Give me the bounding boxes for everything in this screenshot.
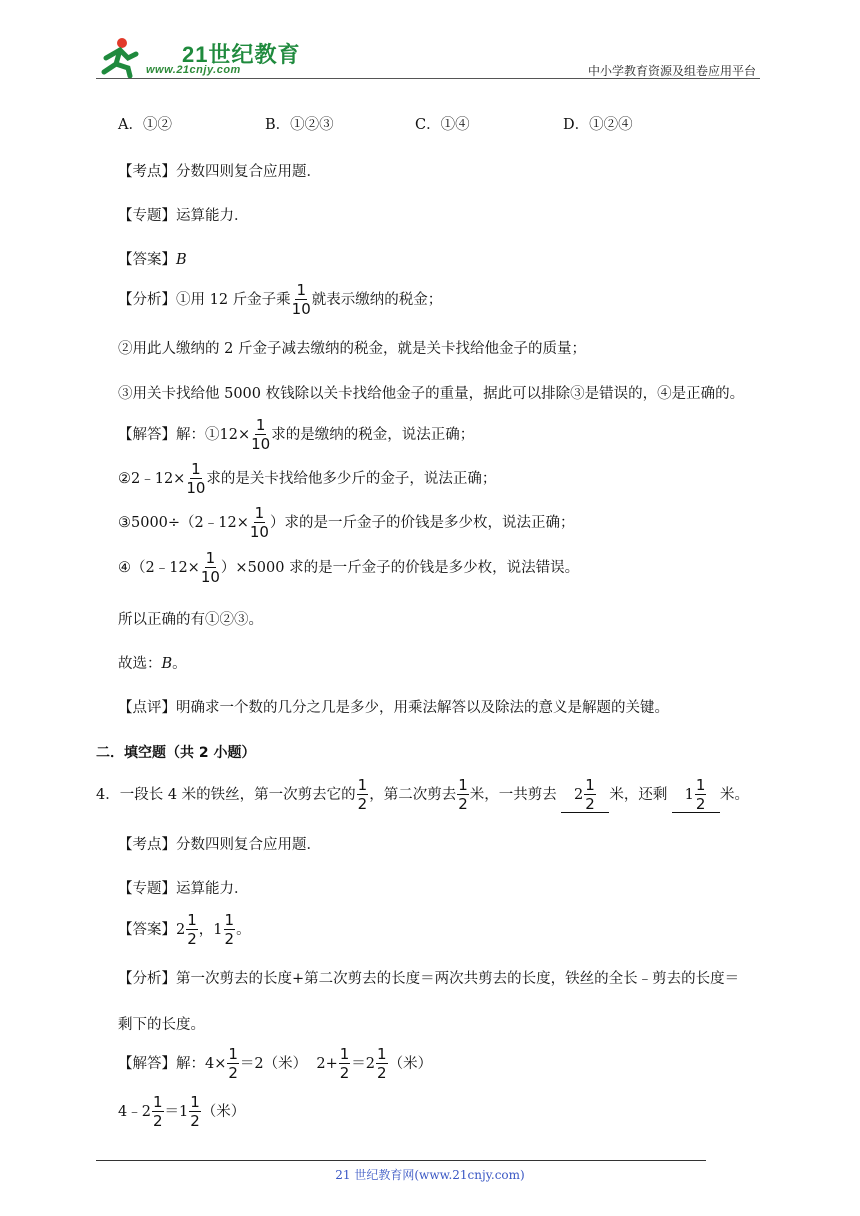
logo-url: www.21cnjy.com (146, 64, 241, 76)
q4-answer: 【答案】2 $\frac{1}{2}$ ，1 $\frac{1}{2}$ 。 (118, 911, 251, 948)
option-d: D．①②④ (563, 117, 633, 133)
fraction: $\frac{1}{2}$ (585, 776, 595, 813)
q4-kaodian: 【考点】分数四则复合应用题． (118, 837, 321, 853)
fill-blank-2: 1 $\frac{1}{2}$ (672, 778, 720, 813)
header-divider (96, 78, 760, 79)
answer-value: B (176, 252, 187, 268)
q3-kaodian: 【考点】分数四则复合应用题． (118, 164, 321, 180)
q3-jieda-1: 【解答】解：①12× $\frac{1}{10}$ 求的是缴纳的税金，说法正确； (118, 416, 475, 453)
q3-choice: 故选：B。 (118, 656, 187, 672)
q3-answer (118, 248, 187, 269)
q3-conclusion: 所以正确的有①②③。 (118, 612, 263, 628)
fraction: $\frac{1}{2}$ (377, 1045, 387, 1082)
option-b: B．①②③ (265, 117, 334, 133)
q4-fenxi-1: 【分析】第一次剪去的长度+第二次剪去的长度＝两次共剪去的长度，铁丝的全长﹣剪去的长度＝ (118, 971, 740, 987)
q3-zhuanti: 【专题】运算能力． (118, 208, 249, 224)
fraction: $\frac{1}{2}$ (695, 776, 706, 813)
fraction: $\frac{1}{10}$ (200, 549, 220, 586)
runner-logo-icon (96, 36, 144, 78)
q3-fenxi-2: ②用此人缴纳的 2 斤金子减去缴纳的税金，就是关卡找给他金子的质量； (118, 341, 586, 357)
fraction: $\frac{1}{10}$ (251, 416, 271, 453)
q3-jieda-2: ②2﹣12× $\frac{1}{10}$ 求的是关卡找给他多少斤的金子，说法正确； (118, 460, 497, 497)
fraction: $\frac{1}{2}$ (357, 776, 368, 813)
fraction: $\frac{1}{2}$ (224, 911, 235, 948)
option-a: A．①② (118, 117, 172, 133)
site-logo (96, 34, 301, 80)
fraction: $\frac{1}{2}$ (187, 911, 197, 948)
q4-fenxi-2: 剩下的长度。 (118, 1017, 205, 1033)
answer-label: 【答案】 (118, 252, 176, 268)
footer-link[interactable]: 21 世纪教育网(www.21cnjy.com) (335, 1168, 525, 1182)
fraction: $\frac{1}{2}$ (228, 1045, 238, 1082)
fraction: $\frac{1}{2}$ (190, 1093, 200, 1130)
option-c: C．①④ (415, 117, 470, 133)
platform-name: 中小学教育资源及组卷应用平台 (587, 64, 756, 78)
q3-fenxi-3: ③用关卡找给他 5000 枚钱除以关卡找给他金子的重量，据此可以排除③是错误的，④是正确的。 (118, 386, 745, 402)
section-title: 二．填空题（共 2 小题） (96, 745, 256, 761)
q4-zhuanti: 【专题】运算能力． (118, 881, 249, 897)
fraction: $\frac{1}{2}$ (339, 1045, 350, 1082)
q3-jieda-3: ③5000÷（2﹣12× $\frac{1}{10}$ ）求的是一斤金子的价钱是多少枚，说法正确； (118, 504, 575, 541)
q3-jieda-4: ④（2﹣12× $\frac{1}{10}$ ）×5000 求的是一斤金子的价钱是多少枚，说法错误。 (118, 549, 580, 586)
fraction: $\frac{1}{2}$ (458, 776, 468, 813)
q4-jieda-2: 4﹣2 $\frac{1}{2}$ ＝1 $\frac{1}{2}$ （米） (118, 1093, 246, 1130)
logo-text: 21世纪教育 (182, 42, 301, 67)
fraction: $\frac{1}{10}$ (291, 281, 311, 318)
footer-divider (96, 1160, 706, 1161)
fill-blank-1: 2 $\frac{1}{2}$ (561, 778, 609, 813)
q3-dianping: 【点评】明确求一个数的几分之几是多少，用乘法解答以及除法的意义是解题的关键。 (118, 700, 669, 716)
q3-fenxi-1: 【分析】①用 12 斤金子乘 $\frac{1}{10}$ 就表示缴纳的税金； (118, 281, 443, 318)
fraction: $\frac{1}{2}$ (152, 1093, 163, 1130)
q4-stem: 4．一段长 4 米的铁丝，第一次剪去它的 $\frac{1}{2}$ ，第二次剪去 $\frac{1}{2}$ 米，一共剪去 2 $\frac{1}{2}$ 米，还剩 1 $\frac{1}{2}$ 米。 (96, 776, 749, 813)
q4-jieda-1: 【解答】解：4× $\frac{1}{2}$ ＝2（米） 2+ $\frac{1}{2}$ ＝2 $\frac{1}{2}$ （米） (118, 1045, 433, 1082)
fraction: $\frac{1}{10}$ (186, 460, 206, 497)
fraction: $\frac{1}{10}$ (249, 504, 269, 541)
